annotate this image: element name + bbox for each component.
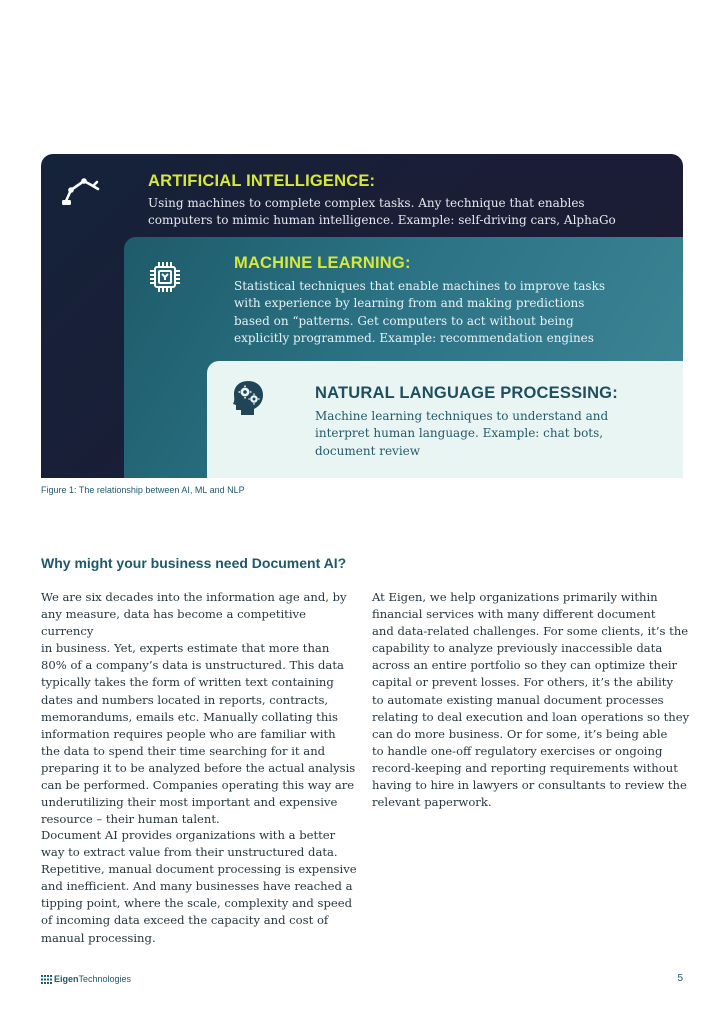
head-gears-icon <box>231 379 267 417</box>
logo-text: Technologies <box>78 974 132 984</box>
ai-heading: ARTIFICIAL INTELLIGENCE: <box>148 172 376 190</box>
chip-icon <box>147 259 183 295</box>
eigen-logo <box>41 974 131 984</box>
robot-arm-icon <box>60 171 100 207</box>
ml-description: Statistical techniques that enable machines to improve tasks with experience by learning from and making predictions based on “patterns. Get computers to act without being explicitly programmed. Example: recommendation engines <box>234 279 605 345</box>
ai-ml-nlp-figure <box>41 154 683 478</box>
paragraph-left-2: Document AI provides organizations with a better way to extract value from their unstructured data. Repetitive, manual document processing is expensive and inefficient. And many businesses have reached a tipping point, where the scale, complexity and speed of incoming data exceed the capacity and cost of manual processing. <box>41 828 357 945</box>
logo-text-bold: Eigen <box>54 974 79 984</box>
figure-caption: Figure 1: The relationship between AI, ML and NLP <box>41 485 245 495</box>
paragraph-left-1: We are six decades into the information age and, by any measure, data has become a competitive currency in business. Yet, experts estimate that more than 80% of a company’s data is unstructured. This data typically takes the form of written text containing dates and numbers located in reports, contracts, memorandums, emails etc. Manually collating this information requires people who are familiar with the data to spend their time searching for it and preparing it to be analyzed before the actual analysis can be performed. Companies operating this way are underutilizing their most important and expensive resource – their human talent. <box>41 590 356 827</box>
ml-heading: MACHINE LEARNING: <box>234 254 411 272</box>
nlp-panel <box>207 361 683 478</box>
paragraph-right-1: At Eigen, we help organizations primarily within financial services with many different document and data-related challenges. For some clients, it’s the capability to analyze previously inaccessible data across an entire portfolio so they can optimize their capital or prevent losses. For others, it’s the ability to automate existing manual document processes relating to deal execution and loan operations so they can do more business. Or for some, it’s being able to handle one-off regulatory exercises or ongoing record-keeping and reporting requirements without having to hire in lawyers or consultants to review the relevant paperwork. <box>372 590 690 810</box>
section-title: Why might your business need Document AI? <box>41 555 347 571</box>
logo-dots-icon <box>41 975 52 984</box>
nlp-heading: NATURAL LANGUAGE PROCESSING: <box>315 384 618 402</box>
nlp-description: Machine learning techniques to understand and interpret human language. Example: chat bots, document review <box>315 409 609 458</box>
page-number: 5 <box>677 973 683 984</box>
ai-description: Using machines to complete complex tasks. Any technique that enables computers to mimic human intelligence. Example: self-driving cars, AlphaGo <box>148 196 616 228</box>
